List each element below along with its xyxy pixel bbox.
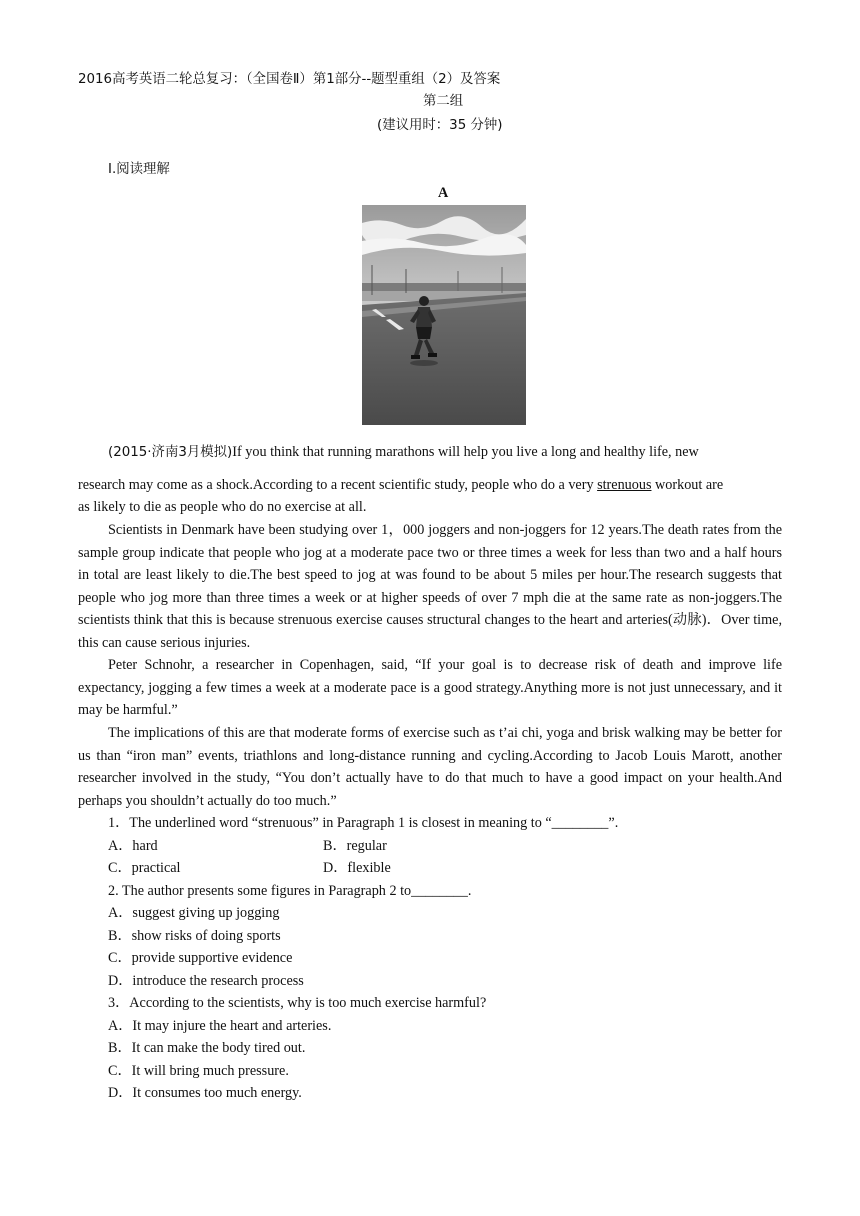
p1-line2b-text: workout are	[651, 477, 724, 493]
paragraph-2-text: Scientists in Denmark have been studying over 1，000 joggers and non-joggers for 12 years.The death rates from the sample group indicate that people who jog at a moderate pace two or three times a week for less than two and a half hours in total are least likely to die.The best speed to jog at was found to be about 5 miles per hour.The research suggests that people who jog more than three times a week or at higher speeds of over 7 mph die at the same rate as non-joggers.The scientists think that this is because strenuous exercise causes structural changes to the heart and arteries(动脉)．Over time, this can cause serious injuries.	[78, 522, 782, 651]
passage-line-2	[78, 475, 723, 495]
paragraph-3-text: Peter Schnohr, a researcher in Copenhagen, said, “If your goal is to decrease risk of death and improve life expectancy, jogging a few times a week at a moderate pace is a good strategy.Anything more is not just unnecessary, and it may be harmful.”	[78, 657, 782, 719]
question-3-stem: 3．According to the scientists, why is too much exercise harmful?	[108, 995, 487, 1011]
paragraph-4-text: The implications of this are that moderate forms of exercise such as t’ai chi, yoga and brisk walking may be better for us than “iron man” events, triathlons and long-distance running and cycling.According to Jacob Louis Marott, another researcher involved in the study, “You don’t actually have to do that much to have a good impact on your health.And perhaps you shouldn’t actually do too much.”	[78, 725, 782, 809]
question-1-stem: 1．The underlined word “strenuous” in Paragraph 1 is closest in meaning to “________”.	[108, 815, 619, 831]
question-2-option-d: D．introduce the research process	[108, 973, 304, 989]
question-2-option-a: A．suggest giving up jogging	[108, 905, 280, 921]
p1-line2a-text: research may come as a shock.According to a recent scientific study, people who do a very	[78, 477, 598, 493]
passage-line-1	[108, 442, 699, 463]
passage-letter: A	[438, 185, 449, 201]
question-3-option-b: B．It can make the body tired out.	[108, 1040, 306, 1056]
paragraph-4	[78, 722, 782, 812]
question-1-option-c: C．practical	[108, 860, 181, 876]
paragraph-3	[78, 654, 782, 722]
p1-line1-text: If you think that running marathons will help you live a long and healthy life, new	[232, 444, 699, 460]
time-hint: (建议用时：35 分钟)	[377, 118, 503, 133]
group-heading: 第二组	[423, 94, 464, 109]
question-3-option-a: A．It may injure the heart and arteries.	[108, 1018, 332, 1034]
question-2-option-c: C．provide supportive evidence	[108, 950, 293, 966]
runner-photo	[362, 205, 526, 425]
question-3-option-c: C．It will bring much pressure.	[108, 1063, 289, 1079]
question-2-option-b: B．show risks of doing sports	[108, 928, 281, 944]
document-title: 2016高考英语二轮总复习：（全国卷Ⅱ）第1部分--题型重组（2）及答案	[78, 72, 501, 87]
section-label: Ⅰ.阅读理解	[108, 162, 170, 177]
question-1-option-b: B．regular	[323, 838, 387, 854]
question-3-option-d: D．It consumes too much energy.	[108, 1085, 302, 1101]
source-note: (2015·济南3月模拟)	[108, 445, 233, 460]
paragraph-2	[78, 519, 782, 655]
question-1-option-d: D．flexible	[323, 860, 391, 876]
question-1-option-a: A．hard	[108, 838, 158, 854]
underlined-word: strenuous	[597, 477, 652, 493]
question-2-stem: 2. The author presents some figures in Paragraph 2 to________.	[108, 883, 472, 899]
passage-line-3: as likely to die as people who do no exercise at all.	[78, 499, 367, 515]
